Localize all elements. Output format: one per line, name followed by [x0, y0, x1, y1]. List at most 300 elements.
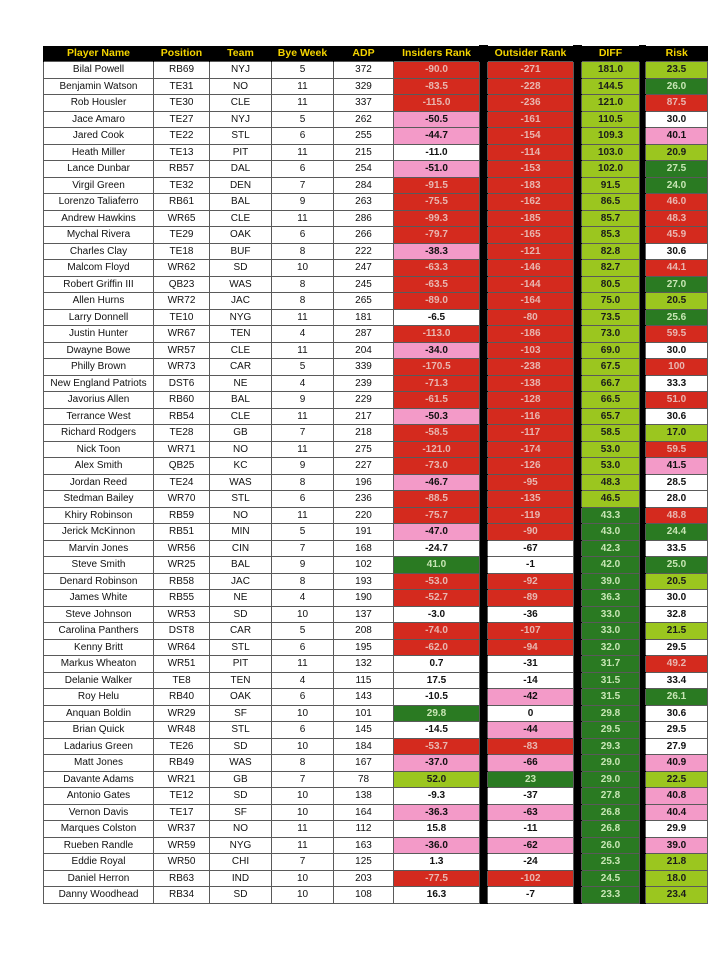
cell-insiders-rank: -3.0	[394, 606, 480, 623]
cell-risk: 48.8	[646, 507, 708, 524]
cell-diff: 33.0	[582, 623, 640, 640]
cell-player-name: Heath Miller	[44, 144, 154, 161]
cell-diff: 91.5	[582, 177, 640, 194]
column-separator	[480, 557, 488, 574]
cell-diff: 75.0	[582, 293, 640, 310]
cell-diff: 67.5	[582, 359, 640, 376]
cell-bye-week: 11	[272, 408, 334, 425]
cell-diff: 66.7	[582, 375, 640, 392]
column-separator	[480, 507, 488, 524]
cell-position: TE28	[154, 425, 210, 442]
column-separator	[480, 705, 488, 722]
cell-player-name: Charles Clay	[44, 243, 154, 260]
cell-insiders-rank: -11.0	[394, 144, 480, 161]
cell-position: RB57	[154, 161, 210, 178]
column-separator	[574, 804, 582, 821]
table-row	[44, 837, 708, 854]
cell-position: WR56	[154, 540, 210, 557]
cell-risk: 44.1	[646, 260, 708, 277]
cell-insiders-rank: -63.5	[394, 276, 480, 293]
cell-adp: 255	[334, 128, 394, 145]
cell-player-name: Marvin Jones	[44, 540, 154, 557]
cell-player-name: Rob Housler	[44, 95, 154, 112]
table-row	[44, 177, 708, 194]
column-separator	[480, 210, 488, 227]
cell-risk: 30.0	[646, 590, 708, 607]
cell-adp: 115	[334, 672, 394, 689]
cell-risk: 33.3	[646, 375, 708, 392]
cell-bye-week: 6	[272, 161, 334, 178]
table-row	[44, 95, 708, 112]
cell-diff: 31.7	[582, 656, 640, 673]
column-separator	[480, 425, 488, 442]
cell-insiders-rank: -75.7	[394, 507, 480, 524]
cell-adp: 337	[334, 95, 394, 112]
table-row	[44, 441, 708, 458]
cell-insiders-rank: -83.5	[394, 78, 480, 95]
cell-outsider-rank: -116	[488, 408, 574, 425]
cell-player-name: Antonio Gates	[44, 788, 154, 805]
rankings-table	[43, 45, 708, 904]
table-row	[44, 804, 708, 821]
cell-adp: 265	[334, 293, 394, 310]
column-separator	[480, 128, 488, 145]
cell-outsider-rank: -183	[488, 177, 574, 194]
cell-player-name: Delanie Walker	[44, 672, 154, 689]
cell-player-name: Allen Hurns	[44, 293, 154, 310]
cell-outsider-rank: -146	[488, 260, 574, 277]
table-row	[44, 128, 708, 145]
cell-risk: 59.5	[646, 326, 708, 343]
cell-position: TE8	[154, 672, 210, 689]
column-separator	[574, 210, 582, 227]
column-separator	[574, 392, 582, 409]
cell-bye-week: 5	[272, 359, 334, 376]
cell-team: CAR	[210, 359, 272, 376]
cell-bye-week: 6	[272, 128, 334, 145]
cell-adp: 263	[334, 194, 394, 211]
column-separator	[574, 293, 582, 310]
cell-adp: 193	[334, 573, 394, 590]
cell-outsider-rank: -102	[488, 870, 574, 887]
column-separator	[574, 540, 582, 557]
cell-adp: 239	[334, 375, 394, 392]
table-row	[44, 359, 708, 376]
cell-position: RB49	[154, 755, 210, 772]
cell-adp: 220	[334, 507, 394, 524]
cell-outsider-rank: -103	[488, 342, 574, 359]
table-row	[44, 639, 708, 656]
column-separator	[574, 656, 582, 673]
cell-diff: 85.3	[582, 227, 640, 244]
cell-risk: 30.0	[646, 342, 708, 359]
cell-position: TE10	[154, 309, 210, 326]
cell-team: BAL	[210, 392, 272, 409]
cell-insiders-rank: -115.0	[394, 95, 480, 112]
column-separator	[480, 276, 488, 293]
cell-diff: 82.7	[582, 260, 640, 277]
cell-bye-week: 11	[272, 342, 334, 359]
cell-insiders-rank: -53.0	[394, 573, 480, 590]
table-row	[44, 425, 708, 442]
cell-position: WR71	[154, 441, 210, 458]
cell-diff: 39.0	[582, 573, 640, 590]
cell-diff: 29.0	[582, 771, 640, 788]
cell-adp: 203	[334, 870, 394, 887]
cell-bye-week: 11	[272, 78, 334, 95]
cell-bye-week: 5	[272, 524, 334, 541]
cell-team: CLE	[210, 408, 272, 425]
column-separator	[480, 161, 488, 178]
cell-bye-week: 10	[272, 870, 334, 887]
cell-adp: 204	[334, 342, 394, 359]
cell-adp: 245	[334, 276, 394, 293]
cell-adp: 247	[334, 260, 394, 277]
cell-position: TE29	[154, 227, 210, 244]
cell-position: DST6	[154, 375, 210, 392]
cell-adp: 184	[334, 738, 394, 755]
cell-risk: 87.5	[646, 95, 708, 112]
cell-adp: 284	[334, 177, 394, 194]
cell-risk: 27.5	[646, 161, 708, 178]
table-row	[44, 606, 708, 623]
column-separator	[480, 771, 488, 788]
cell-insiders-rank: 0.7	[394, 656, 480, 673]
column-separator	[480, 62, 488, 79]
cell-position: RB51	[154, 524, 210, 541]
column-separator	[480, 821, 488, 838]
column-separator	[574, 260, 582, 277]
cell-diff: 29.5	[582, 722, 640, 739]
cell-team: STL	[210, 639, 272, 656]
column-separator	[480, 672, 488, 689]
cell-diff: 73.0	[582, 326, 640, 343]
cell-team: NO	[210, 821, 272, 838]
cell-position: WR62	[154, 260, 210, 277]
cell-position: RB60	[154, 392, 210, 409]
cell-outsider-rank: -80	[488, 309, 574, 326]
cell-diff: 121.0	[582, 95, 640, 112]
cell-player-name: Larry Donnell	[44, 309, 154, 326]
cell-diff: 69.0	[582, 342, 640, 359]
cell-player-name: Marques Colston	[44, 821, 154, 838]
cell-risk: 45.9	[646, 227, 708, 244]
cell-diff: 110.5	[582, 111, 640, 128]
cell-insiders-rank: 1.3	[394, 854, 480, 871]
cell-diff: 27.8	[582, 788, 640, 805]
column-separator	[574, 95, 582, 112]
cell-bye-week: 8	[272, 293, 334, 310]
column-separator	[480, 78, 488, 95]
cell-position: RB61	[154, 194, 210, 211]
column-separator	[574, 573, 582, 590]
cell-risk: 25.6	[646, 309, 708, 326]
table-row	[44, 392, 708, 409]
cell-position: TE26	[154, 738, 210, 755]
cell-position: WR29	[154, 705, 210, 722]
cell-outsider-rank: -31	[488, 656, 574, 673]
cell-diff: 109.3	[582, 128, 640, 145]
cell-adp: 108	[334, 887, 394, 904]
column-separator	[480, 260, 488, 277]
cell-player-name: Ladarius Green	[44, 738, 154, 755]
column-separator	[480, 408, 488, 425]
cell-bye-week: 10	[272, 788, 334, 805]
cell-insiders-rank: -14.5	[394, 722, 480, 739]
cell-player-name: Daniel Herron	[44, 870, 154, 887]
column-separator	[480, 524, 488, 541]
cell-diff: 80.5	[582, 276, 640, 293]
cell-outsider-rank: -186	[488, 326, 574, 343]
column-separator	[574, 870, 582, 887]
cell-player-name: Danny Woodhead	[44, 887, 154, 904]
cell-outsider-rank: -67	[488, 540, 574, 557]
cell-bye-week: 11	[272, 309, 334, 326]
cell-adp: 125	[334, 854, 394, 871]
cell-risk: 24.0	[646, 177, 708, 194]
column-separator	[480, 755, 488, 772]
cell-position: QB23	[154, 276, 210, 293]
cell-bye-week: 10	[272, 887, 334, 904]
cell-position: RB63	[154, 870, 210, 887]
cell-team: DEN	[210, 177, 272, 194]
cell-insiders-rank: 41.0	[394, 557, 480, 574]
column-separator	[574, 359, 582, 376]
cell-player-name: Stedman Bailey	[44, 491, 154, 508]
cell-team: CIN	[210, 540, 272, 557]
column-separator	[480, 887, 488, 904]
column-separator	[480, 474, 488, 491]
table-row	[44, 326, 708, 343]
cell-outsider-rank: -11	[488, 821, 574, 838]
cell-player-name: Roy Helu	[44, 689, 154, 706]
cell-outsider-rank: -36	[488, 606, 574, 623]
cell-diff: 43.0	[582, 524, 640, 541]
cell-position: WR25	[154, 557, 210, 574]
table-row	[44, 194, 708, 211]
cell-player-name: Jerick McKinnon	[44, 524, 154, 541]
column-separator	[574, 408, 582, 425]
cell-outsider-rank: -128	[488, 392, 574, 409]
cell-diff: 33.0	[582, 606, 640, 623]
table-row	[44, 111, 708, 128]
cell-risk: 30.6	[646, 243, 708, 260]
table-header	[44, 46, 708, 62]
column-separator	[480, 540, 488, 557]
cell-diff: 103.0	[582, 144, 640, 161]
column-separator	[480, 144, 488, 161]
cell-team: STL	[210, 128, 272, 145]
cell-position: WR48	[154, 722, 210, 739]
cell-player-name: Steve Smith	[44, 557, 154, 574]
cell-diff: 25.3	[582, 854, 640, 871]
cell-adp: 112	[334, 821, 394, 838]
column-separator	[480, 309, 488, 326]
cell-outsider-rank: -94	[488, 639, 574, 656]
cell-risk: 40.4	[646, 804, 708, 821]
header-bye-week: Bye Week	[272, 46, 334, 62]
cell-team: KC	[210, 458, 272, 475]
cell-diff: 24.5	[582, 870, 640, 887]
cell-team: IND	[210, 870, 272, 887]
cell-bye-week: 8	[272, 276, 334, 293]
cell-insiders-rank: -58.5	[394, 425, 480, 442]
cell-position: TE22	[154, 128, 210, 145]
cell-outsider-rank: -185	[488, 210, 574, 227]
cell-team: BAL	[210, 194, 272, 211]
cell-outsider-rank: -121	[488, 243, 574, 260]
cell-insiders-rank: 15.8	[394, 821, 480, 838]
cell-adp: 262	[334, 111, 394, 128]
table-row	[44, 309, 708, 326]
cell-outsider-rank: -228	[488, 78, 574, 95]
cell-adp: 222	[334, 243, 394, 260]
cell-insiders-rank: 16.3	[394, 887, 480, 904]
cell-position: WR73	[154, 359, 210, 376]
cell-adp: 78	[334, 771, 394, 788]
cell-team: WAS	[210, 474, 272, 491]
cell-risk: 29.5	[646, 722, 708, 739]
cell-outsider-rank: -83	[488, 738, 574, 755]
column-separator	[480, 194, 488, 211]
table-row	[44, 62, 708, 79]
header-player-name: Player Name	[44, 46, 154, 62]
cell-outsider-rank: -114	[488, 144, 574, 161]
cell-diff: 53.0	[582, 441, 640, 458]
cell-bye-week: 5	[272, 623, 334, 640]
cell-insiders-rank: -51.0	[394, 161, 480, 178]
cell-bye-week: 6	[272, 639, 334, 656]
cell-bye-week: 4	[272, 590, 334, 607]
cell-outsider-rank: -119	[488, 507, 574, 524]
cell-position: WR64	[154, 639, 210, 656]
column-separator	[574, 821, 582, 838]
cell-bye-week: 9	[272, 194, 334, 211]
cell-diff: 32.0	[582, 639, 640, 656]
column-separator	[480, 342, 488, 359]
column-separator	[574, 771, 582, 788]
cell-insiders-rank: -89.0	[394, 293, 480, 310]
cell-insiders-rank: -24.7	[394, 540, 480, 557]
cell-position: WR51	[154, 656, 210, 673]
cell-insiders-rank: 52.0	[394, 771, 480, 788]
cell-insiders-rank: -44.7	[394, 128, 480, 145]
table-row	[44, 144, 708, 161]
cell-risk: 32.8	[646, 606, 708, 623]
cell-adp: 236	[334, 491, 394, 508]
cell-insiders-rank: -47.0	[394, 524, 480, 541]
cell-diff: 144.5	[582, 78, 640, 95]
cell-insiders-rank: -53.7	[394, 738, 480, 755]
cell-bye-week: 9	[272, 458, 334, 475]
cell-adp: 229	[334, 392, 394, 409]
cell-position: WR59	[154, 837, 210, 854]
column-separator	[480, 177, 488, 194]
cell-team: SD	[210, 738, 272, 755]
column-separator	[480, 689, 488, 706]
cell-player-name: Philly Brown	[44, 359, 154, 376]
column-separator	[480, 623, 488, 640]
column-separator	[480, 837, 488, 854]
cell-insiders-rank: -71.3	[394, 375, 480, 392]
table-row	[44, 870, 708, 887]
cell-diff: 31.5	[582, 672, 640, 689]
table-row	[44, 623, 708, 640]
cell-player-name: New England Patriots	[44, 375, 154, 392]
cell-risk: 40.9	[646, 755, 708, 772]
cell-bye-week: 10	[272, 738, 334, 755]
cell-risk: 20.5	[646, 573, 708, 590]
column-separator	[480, 656, 488, 673]
cell-adp: 266	[334, 227, 394, 244]
cell-diff: 85.7	[582, 210, 640, 227]
cell-diff: 58.5	[582, 425, 640, 442]
column-separator	[480, 491, 488, 508]
cell-risk: 20.9	[646, 144, 708, 161]
cell-risk: 29.9	[646, 821, 708, 838]
cell-insiders-rank: -91.5	[394, 177, 480, 194]
cell-bye-week: 9	[272, 557, 334, 574]
table-row	[44, 821, 708, 838]
cell-outsider-rank: -42	[488, 689, 574, 706]
cell-position: WR65	[154, 210, 210, 227]
column-separator	[574, 705, 582, 722]
cell-insiders-rank: -62.0	[394, 639, 480, 656]
cell-risk: 46.0	[646, 194, 708, 211]
cell-bye-week: 7	[272, 425, 334, 442]
column-separator	[480, 870, 488, 887]
cell-adp: 181	[334, 309, 394, 326]
cell-bye-week: 8	[272, 755, 334, 772]
cell-team: BUF	[210, 243, 272, 260]
column-separator	[574, 474, 582, 491]
column-separator	[574, 590, 582, 607]
cell-insiders-rank: -63.3	[394, 260, 480, 277]
column-separator	[480, 111, 488, 128]
cell-player-name: Robert Griffin III	[44, 276, 154, 293]
cell-insiders-rank: -34.0	[394, 342, 480, 359]
cell-risk: 49.2	[646, 656, 708, 673]
cell-player-name: Jace Amaro	[44, 111, 154, 128]
cell-bye-week: 8	[272, 573, 334, 590]
table-row	[44, 656, 708, 673]
cell-team: SD	[210, 887, 272, 904]
cell-position: WR70	[154, 491, 210, 508]
cell-team: STL	[210, 491, 272, 508]
cell-insiders-rank: -99.3	[394, 210, 480, 227]
cell-team: OAK	[210, 689, 272, 706]
cell-insiders-rank: -46.7	[394, 474, 480, 491]
cell-adp: 196	[334, 474, 394, 491]
cell-outsider-rank: -92	[488, 573, 574, 590]
column-separator	[574, 788, 582, 805]
cell-position: WR50	[154, 854, 210, 871]
cell-bye-week: 4	[272, 326, 334, 343]
cell-insiders-rank: -61.5	[394, 392, 480, 409]
cell-team: NYG	[210, 837, 272, 854]
cell-bye-week: 7	[272, 177, 334, 194]
cell-bye-week: 11	[272, 837, 334, 854]
column-separator	[574, 507, 582, 524]
cell-player-name: Markus Wheaton	[44, 656, 154, 673]
table-row	[44, 705, 708, 722]
table-row	[44, 293, 708, 310]
cell-risk: 28.0	[646, 491, 708, 508]
cell-risk: 27.0	[646, 276, 708, 293]
cell-risk: 40.8	[646, 788, 708, 805]
cell-position: WR21	[154, 771, 210, 788]
cell-insiders-rank: 17.5	[394, 672, 480, 689]
